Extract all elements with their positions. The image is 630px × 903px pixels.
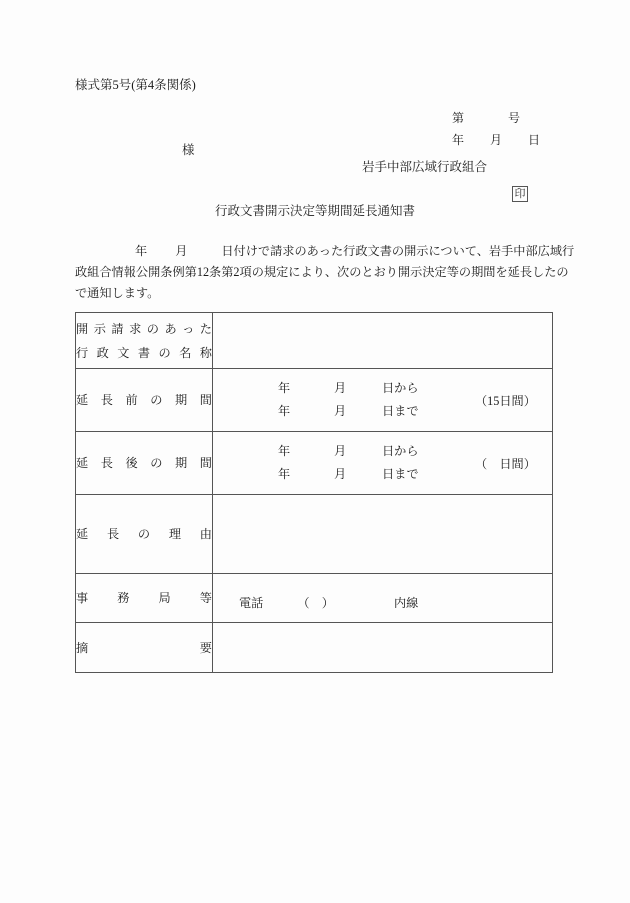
extension-label: 内線 [393, 596, 419, 610]
from-year-label: 年 [278, 444, 291, 458]
label-line-1: 延長前の期間 [76, 393, 212, 407]
date-month-label: 月 [490, 133, 503, 147]
table-row-office [76, 574, 553, 623]
issuer-name: 岩手中部広域行政組合 [362, 160, 488, 174]
document-number-suffix: 号 [508, 111, 521, 125]
table-row-reason [76, 495, 553, 574]
table-row-period-after [76, 432, 553, 495]
row-label-reason [76, 495, 213, 574]
table-row-period-before [76, 369, 553, 432]
addressee-honorific: 様 [182, 143, 195, 157]
label-line-1: 延長の理由 [76, 527, 212, 541]
seal-stamp-icon: 印 [512, 186, 528, 202]
page-title: 行政文書開示決定等期間延長通知書 [214, 204, 415, 218]
notification-form-table [75, 312, 553, 673]
office-contact-line [213, 594, 418, 612]
period-before-duration: （15日間） [475, 394, 536, 408]
row-label-document-name [76, 313, 213, 369]
document-number-label: 第 [452, 111, 465, 125]
row-label-period-after [76, 432, 213, 495]
row-label-office [76, 574, 213, 623]
body-text-1: 日付けで請求のあった行政文書の開示について、岩手中部広域行 [221, 244, 575, 258]
row-value-notes[interactable] [213, 623, 553, 673]
body-month-label: 月 [175, 244, 188, 258]
to-year-label: 年 [278, 404, 291, 418]
body-line-1 [75, 241, 575, 262]
row-value-period-before[interactable] [213, 369, 553, 432]
telephone-parens: （ ） [297, 596, 334, 610]
body-line-3: で通知します。 [75, 286, 160, 300]
document-date-line [440, 122, 540, 158]
to-day-label: 日まで [382, 404, 419, 418]
row-label-notes [76, 623, 213, 673]
body-year-label: 年 [135, 244, 148, 258]
row-label-period-before [76, 369, 213, 432]
label-line-1: 開示請求のあった [76, 321, 212, 336]
label-line-2: 行政文書の名称 [76, 345, 212, 360]
table-row-notes [76, 623, 553, 673]
from-month-label: 月 [334, 444, 347, 458]
form-number: 様式第5号(第4条関係) [75, 78, 196, 92]
period-after-duration: （ 日間） [475, 457, 536, 471]
date-year-label: 年 [452, 133, 465, 147]
from-day-label: 日から [382, 381, 419, 395]
table-row-document-name [76, 313, 553, 369]
to-month-label: 月 [334, 467, 347, 481]
from-day-label: 日から [382, 444, 419, 458]
to-month-label: 月 [334, 404, 347, 418]
row-value-office[interactable] [213, 574, 553, 623]
label-line-1: 事務局等 [76, 591, 212, 605]
to-year-label: 年 [278, 467, 291, 481]
row-value-period-after[interactable] [213, 432, 553, 495]
body-line-2: 政組合情報公開条例第12条第2項の規定により、次のとおり開示決定等の期間を延長したの [75, 265, 569, 279]
row-value-reason[interactable] [213, 495, 553, 574]
label-line-1: 延長後の期間 [76, 456, 212, 470]
to-day-label: 日まで [382, 467, 419, 481]
date-day-label: 日 [528, 133, 541, 147]
telephone-label: 電話 [239, 596, 264, 610]
body-paragraph [75, 241, 575, 304]
label-line-1: 摘要 [76, 640, 212, 655]
from-year-label: 年 [278, 381, 291, 395]
from-month-label: 月 [334, 381, 347, 395]
row-value-document-name[interactable] [213, 313, 553, 369]
